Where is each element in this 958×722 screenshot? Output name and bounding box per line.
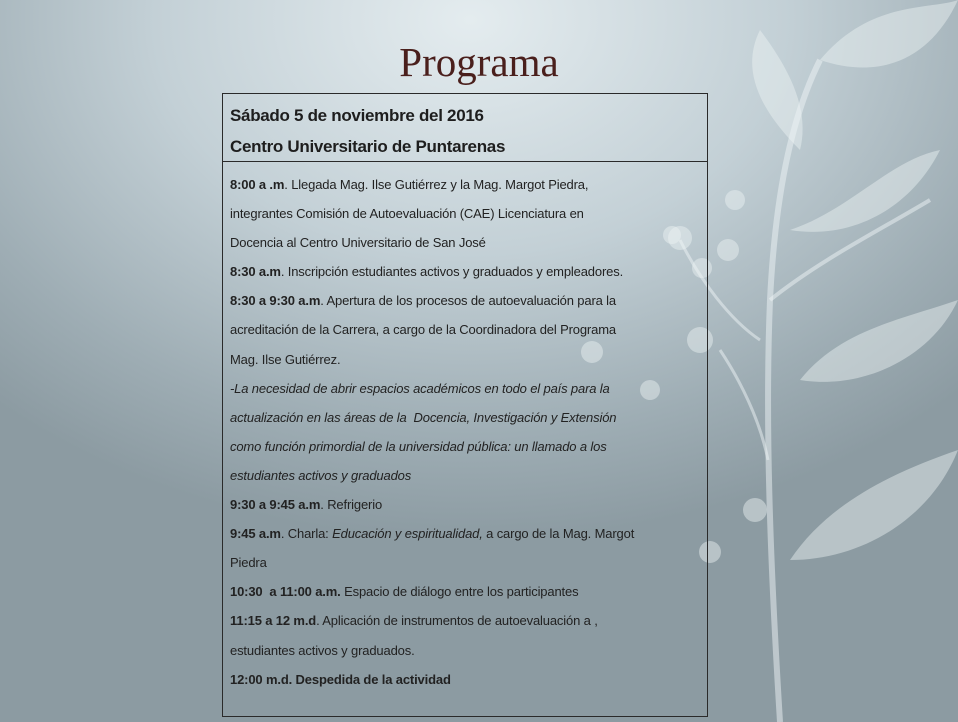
schedule-line — [230, 374, 707, 403]
schedule-text: Espacio de diálogo entre los participantes — [340, 584, 579, 600]
schedule-line — [230, 345, 707, 374]
schedule-line — [230, 665, 707, 694]
schedule-text: . Apertura de los procesos de autoevaluación para la — [320, 293, 616, 309]
schedule-text: . Refrigerio — [320, 497, 383, 513]
schedule-line — [230, 606, 707, 635]
schedule-time: 9:30 a 9:45 a.m — [230, 497, 321, 513]
schedule-text: acreditación de la Carrera, a cargo de la Coordinadora del Programa — [230, 322, 616, 338]
event-location: Centro Universitario de Puntarenas — [230, 137, 506, 156]
schedule-body — [223, 162, 707, 694]
page-title: Programa — [399, 39, 559, 85]
schedule-time: 9:45 a.m — [230, 526, 281, 542]
schedule-text: actualización en las áreas de la Docencia, Investigación y Extensión — [230, 409, 617, 425]
schedule-text: estudiantes activos y graduados — [230, 467, 412, 483]
schedule-line — [230, 403, 707, 432]
event-date: Sábado 5 de noviembre del 2016 — [230, 106, 484, 125]
schedule-text: -La necesidad de abrir espacios académicos en todo el país para la — [230, 380, 610, 396]
schedule-line — [230, 315, 707, 344]
program-table — [222, 93, 708, 717]
schedule-time: 8:00 a .m — [230, 177, 285, 192]
schedule-line — [230, 170, 707, 199]
schedule-text: a cargo de la Mag. Margot — [482, 526, 635, 542]
schedule-text: Docencia al Centro Universitario de San José — [230, 235, 486, 251]
schedule-text: Mag. Ilse Gutiérrez. — [230, 351, 341, 367]
schedule-line — [230, 490, 707, 519]
schedule-line — [230, 548, 707, 577]
schedule-line — [230, 257, 707, 286]
schedule-text: . Aplicación de instrumentos de autoevaluación a , — [316, 613, 598, 629]
schedule-text: . Charla: — [280, 526, 333, 542]
schedule-line — [230, 286, 707, 315]
schedule-line — [230, 461, 707, 490]
schedule-line — [230, 228, 707, 257]
schedule-text: . Inscripción estudiantes activos y graduados y empleadores. — [280, 264, 624, 280]
schedule-text: Piedra — [230, 555, 267, 571]
schedule-line — [230, 199, 707, 228]
schedule-line — [230, 636, 707, 665]
schedule-time: 8:30 a 9:30 a.m — [230, 293, 321, 309]
schedule-text: integrantes Comisión de Autoevaluación (CAE) Licenciatura en — [230, 206, 584, 222]
schedule-line — [230, 432, 707, 461]
schedule-text: estudiantes activos y graduados. — [230, 642, 415, 658]
schedule-time: 11:15 a 12 m.d — [230, 613, 317, 629]
schedule-line — [230, 519, 707, 548]
table-header — [223, 94, 707, 162]
schedule-text: como función primordial de la universidad pública: un llamado a los — [230, 438, 607, 454]
schedule-line — [230, 577, 707, 606]
schedule-time: 8:30 a.m — [230, 264, 281, 280]
schedule-text: . Llegada Mag. Ilse Gutiérrez y la Mag. Margot Piedra, — [284, 177, 589, 192]
schedule-time: 12:00 m.d. Despedida de la actividad — [230, 671, 451, 687]
schedule-time: 10:30 a 11:00 a.m. — [230, 584, 341, 600]
schedule-text: Educación y espiritualidad, — [332, 526, 483, 542]
